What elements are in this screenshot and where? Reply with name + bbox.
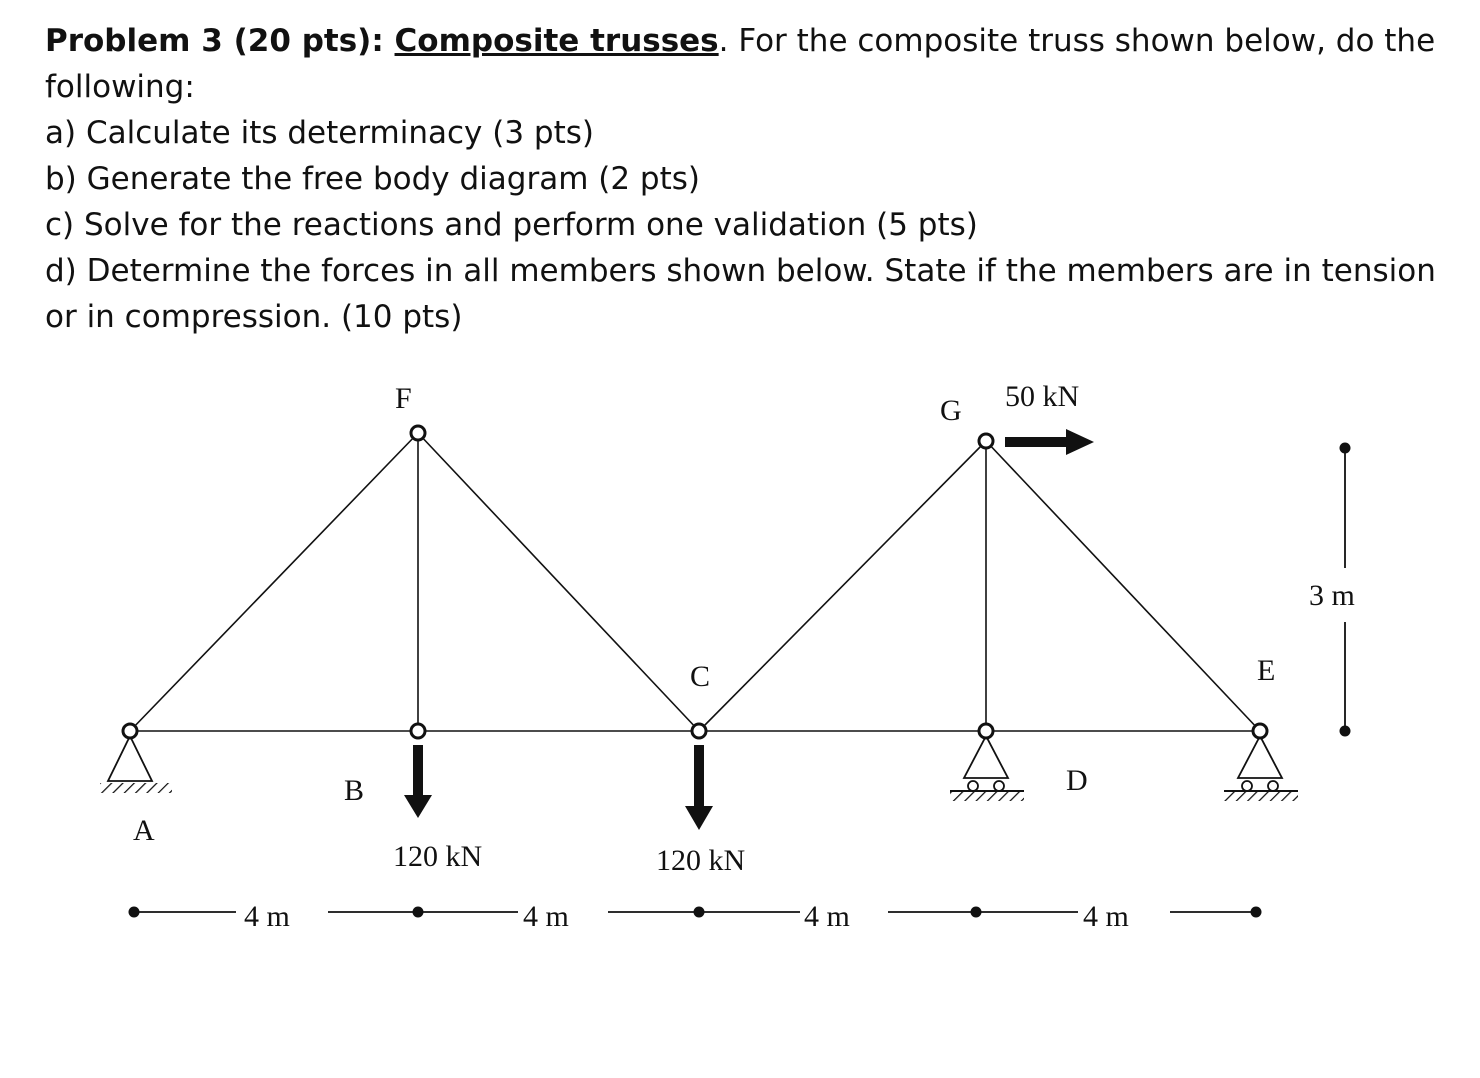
problem-intro: . For the composite truss shown below, do the following:: [45, 23, 1436, 105]
member-a-f: [130, 433, 418, 731]
joint-f: [411, 426, 425, 440]
node-label-b: B: [344, 774, 365, 807]
node-label-f: F: [395, 382, 412, 415]
member-g-e: [986, 441, 1260, 731]
dimension-point: [413, 907, 424, 918]
node-label-c: C: [690, 660, 711, 693]
pin-support-a: [100, 736, 172, 793]
load-label-c: 120 kN: [656, 844, 746, 877]
dimension-label-span-3: 4 m: [804, 900, 850, 933]
problem-title: Problem 3 (20 pts):: [45, 23, 395, 59]
member-c-g: [699, 441, 986, 731]
joint-b: [411, 724, 425, 738]
joint-g: [979, 434, 993, 448]
load-arrow-c: [685, 745, 713, 830]
node-label-g: G: [940, 394, 962, 427]
task-a: a) Calculate its determinacy (3 pts): [45, 115, 594, 151]
roller-support-d: [950, 736, 1024, 801]
joint-a: [123, 724, 137, 738]
task-d: d) Determine the forces in all members shown below. State if the members are in tension or in compression. (10 pts): [45, 253, 1436, 335]
load-arrow-g: [1005, 429, 1094, 455]
node-label-a: A: [133, 814, 155, 847]
joint-e: [1253, 724, 1267, 738]
load-label-b: 120 kN: [393, 840, 483, 873]
roller-support-e: [1224, 736, 1298, 801]
dimension-point: [129, 907, 140, 918]
load-arrow-b: [404, 745, 432, 818]
problem-topic: Composite trusses: [394, 23, 719, 59]
vertical-dimension: [1309, 443, 1355, 737]
joint-c: [692, 724, 706, 738]
dimension-label-span-2: 4 m: [523, 900, 569, 933]
node-label-e: E: [1257, 654, 1276, 687]
dimension-point: [1340, 443, 1351, 454]
horizontal-dimensions: [129, 900, 1262, 933]
dimension-label-height: 3 m: [1309, 579, 1355, 612]
task-c: c) Solve for the reactions and perform one validation (5 pts): [45, 207, 978, 243]
dimension-point: [1340, 726, 1351, 737]
member-f-c: [418, 433, 699, 731]
dimension-point: [694, 907, 705, 918]
load-label-g: 50 kN: [1005, 380, 1080, 413]
dimension-label-span-1: 4 m: [244, 900, 290, 933]
dimension-point: [1251, 907, 1262, 918]
joint-d: [979, 724, 993, 738]
node-label-d: D: [1066, 764, 1088, 797]
dimension-label-span-4: 4 m: [1083, 900, 1129, 933]
dimension-point: [971, 907, 982, 918]
task-b: b) Generate the free body diagram (2 pts): [45, 161, 700, 197]
